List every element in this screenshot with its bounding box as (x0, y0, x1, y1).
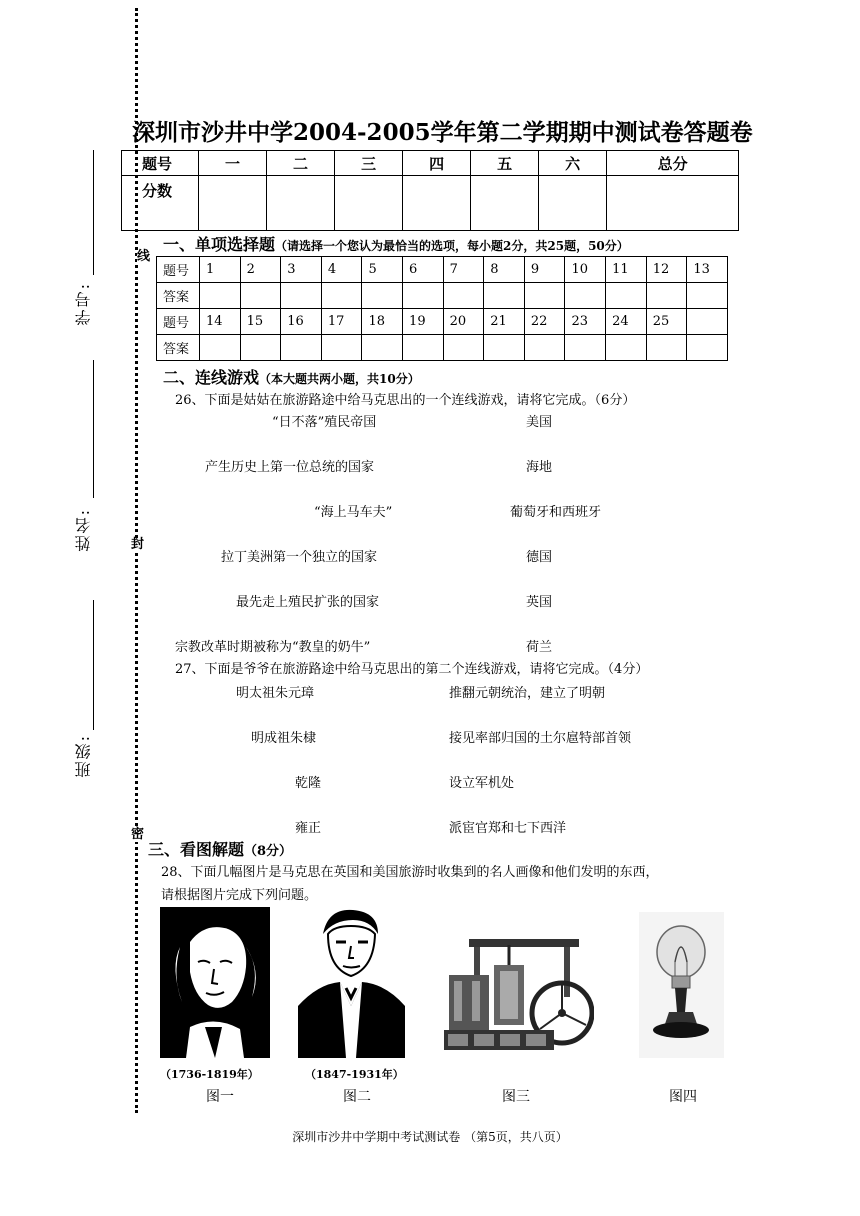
section3-note: （8分） (244, 844, 293, 859)
name-line (93, 360, 94, 498)
question-number-cell (687, 309, 728, 335)
figure1-caption: （1736-1819年） (160, 1068, 259, 1081)
answer-cell[interactable] (524, 283, 565, 309)
binding-char-secret: 密 (131, 827, 145, 842)
question-number-cell: 16 (281, 309, 322, 335)
class-label: 班级: (74, 734, 93, 778)
question-number-cell: 2 (240, 257, 281, 283)
answer-cell[interactable] (281, 283, 322, 309)
binding-char-seal: 封 (131, 537, 145, 552)
q27-left-item[interactable]: 明成祖朱棣 (251, 731, 317, 746)
q26-right-item[interactable]: 德国 (526, 550, 553, 565)
figure4-light-bulb-image (639, 912, 724, 1058)
section1-title: 一、单项选择题 (163, 235, 276, 254)
q26-left-item[interactable]: “海上马车夫” (314, 505, 393, 520)
question-number-cell: 15 (240, 309, 281, 335)
score-header: 二 (267, 151, 335, 176)
answer-cell[interactable] (687, 283, 728, 309)
question-number-cell: 4 (321, 257, 362, 283)
figure2-caption: （1847-1931年） (305, 1068, 404, 1081)
answer-cell[interactable] (565, 283, 606, 309)
section2-heading (163, 365, 420, 388)
q27-left-item[interactable]: 乾隆 (295, 776, 322, 791)
binding-char-line: 线 (137, 249, 151, 264)
q27-right-item[interactable]: 接见率部归国的土尔扈特部首领 (449, 731, 632, 746)
answer-label: 答案 (157, 335, 200, 361)
score-header-total: 总分 (607, 151, 739, 176)
question-number-cell: 13 (687, 257, 728, 283)
section1-note: （请选择一个您认为最恰当的选项，每小题2分，共25题，50分） (275, 239, 629, 253)
question-number-cell: 21 (484, 309, 525, 335)
question-number-cell: 18 (362, 309, 403, 335)
question-number-cell: 6 (403, 257, 444, 283)
answer-cell[interactable] (646, 283, 687, 309)
answer-cell[interactable] (281, 335, 322, 361)
score-header: 六 (539, 151, 607, 176)
question-number-cell: 22 (524, 309, 565, 335)
answer-cell[interactable] (403, 335, 444, 361)
score-header: 一 (199, 151, 267, 176)
answer-cell[interactable] (606, 283, 647, 309)
q26-right-item[interactable]: 英国 (526, 595, 553, 610)
question-number-cell: 14 (200, 309, 241, 335)
score-header: 四 (403, 151, 471, 176)
question-number-cell: 24 (606, 309, 647, 335)
answer-cell[interactable] (484, 283, 525, 309)
answer-cell[interactable] (524, 335, 565, 361)
figure2-label: 图二 (343, 1089, 371, 1105)
score-cell[interactable] (199, 176, 267, 231)
answer-cell[interactable] (200, 335, 241, 361)
answer-cell[interactable] (565, 335, 606, 361)
score-header: 五 (471, 151, 539, 176)
q26-left-item[interactable]: “日不落”殖民帝国 (272, 415, 377, 430)
figure1-label: 图一 (206, 1089, 234, 1105)
answer-cell[interactable] (240, 335, 281, 361)
answer-table (156, 256, 728, 361)
page-title: 深圳市沙井中学2004-2005学年第二学期期中测试卷答题卷 (132, 119, 753, 146)
answer-cell[interactable] (403, 283, 444, 309)
section3-heading (148, 837, 292, 860)
q26-right-item[interactable]: 荷兰 (526, 640, 553, 655)
q26-left-item[interactable]: 拉丁美洲第一个独立的国家 (221, 550, 378, 565)
name-label: 姓名: (74, 508, 93, 552)
score-cell[interactable] (607, 176, 739, 231)
student-id-label: 学号: (74, 282, 93, 326)
section2-note: （本大题共两小题，共10分） (259, 372, 420, 386)
answer-cell[interactable] (362, 335, 403, 361)
figure3-label: 图三 (502, 1089, 530, 1105)
score-row-label: 分数 (122, 176, 199, 231)
question-number-cell: 5 (362, 257, 403, 283)
question-number-cell: 1 (200, 257, 241, 283)
q27-left-item[interactable]: 雍正 (295, 821, 322, 836)
answer-cell[interactable] (606, 335, 647, 361)
q26-right-item[interactable]: 葡萄牙和西班牙 (510, 505, 602, 520)
question-number-cell: 23 (565, 309, 606, 335)
answer-cell[interactable] (646, 335, 687, 361)
answer-cell[interactable] (321, 283, 362, 309)
q27-left-item[interactable]: 明太祖朱元璋 (236, 686, 315, 701)
answer-qnum-label: 题号 (157, 309, 200, 335)
question-number-cell: 17 (321, 309, 362, 335)
question-number-cell: 8 (484, 257, 525, 283)
figure2-portrait-image (298, 906, 405, 1058)
section1-heading (163, 232, 629, 255)
question-number-cell: 3 (281, 257, 322, 283)
answer-label: 答案 (157, 283, 200, 309)
score-cell[interactable] (471, 176, 539, 231)
question-number-cell: 25 (646, 309, 687, 335)
page-footer: 深圳市沙井中学期中考试测试卷 （第5页，共八页） (292, 1130, 568, 1144)
class-line (93, 600, 94, 730)
question-28-line2: 请根据图片完成下列问题。 (161, 888, 318, 903)
question-number-cell: 12 (646, 257, 687, 283)
question-28-line1: 28、下面几幅图片是马克思在英国和美国旅游时收集到的名人画像和他们发明的东西， (161, 865, 659, 880)
answer-cell[interactable] (443, 335, 484, 361)
score-cell[interactable] (539, 176, 607, 231)
score-cell[interactable] (403, 176, 471, 231)
score-header-qnum: 题号 (122, 151, 199, 176)
answer-cell[interactable] (687, 335, 728, 361)
q26-left-item[interactable]: 最先走上殖民扩张的国家 (236, 595, 380, 610)
question-number-cell: 9 (524, 257, 565, 283)
q26-left-item[interactable]: 产生历史上第一位总统的国家 (205, 460, 375, 475)
answer-cell[interactable] (200, 283, 241, 309)
answer-cell[interactable] (321, 335, 362, 361)
q27-right-item[interactable]: 推翻元朝统治，建立了明朝 (449, 686, 606, 701)
score-header: 三 (335, 151, 403, 176)
q26-right-item[interactable]: 海地 (526, 460, 553, 475)
question-26: 26、下面是姑姑在旅游路途中给马克思出的一个连线游戏，请将它完成。（6分） (175, 393, 636, 408)
question-27: 27、下面是爷爷在旅游路途中给马克思出的第二个连线游戏，请将它完成。（4分） (175, 662, 649, 677)
answer-cell[interactable] (362, 283, 403, 309)
q27-right-item[interactable]: 设立军机处 (449, 776, 515, 791)
question-number-cell: 19 (403, 309, 444, 335)
q26-right-item[interactable]: 美国 (526, 415, 553, 430)
answer-cell[interactable] (443, 283, 484, 309)
score-cell[interactable] (335, 176, 403, 231)
answer-qnum-label: 题号 (157, 257, 200, 283)
figure3-steam-engine-image (444, 935, 594, 1057)
figure4-label: 图四 (669, 1089, 697, 1105)
section3-title: 三、看图解题 (148, 840, 245, 859)
figure1-portrait-image (160, 907, 270, 1058)
score-cell[interactable] (267, 176, 335, 231)
question-number-cell: 11 (606, 257, 647, 283)
q26-left-item[interactable]: 宗教改革时期被称为“教皇的奶牛” (175, 640, 371, 655)
q27-right-item[interactable]: 派宦官郑和七下西洋 (449, 821, 567, 836)
answer-cell[interactable] (240, 283, 281, 309)
question-number-cell: 7 (443, 257, 484, 283)
answer-cell[interactable] (484, 335, 525, 361)
section2-title: 二、连线游戏 (163, 368, 260, 387)
student-id-line (93, 150, 94, 275)
question-number-cell: 20 (443, 309, 484, 335)
score-table (121, 150, 739, 231)
question-number-cell: 10 (565, 257, 606, 283)
